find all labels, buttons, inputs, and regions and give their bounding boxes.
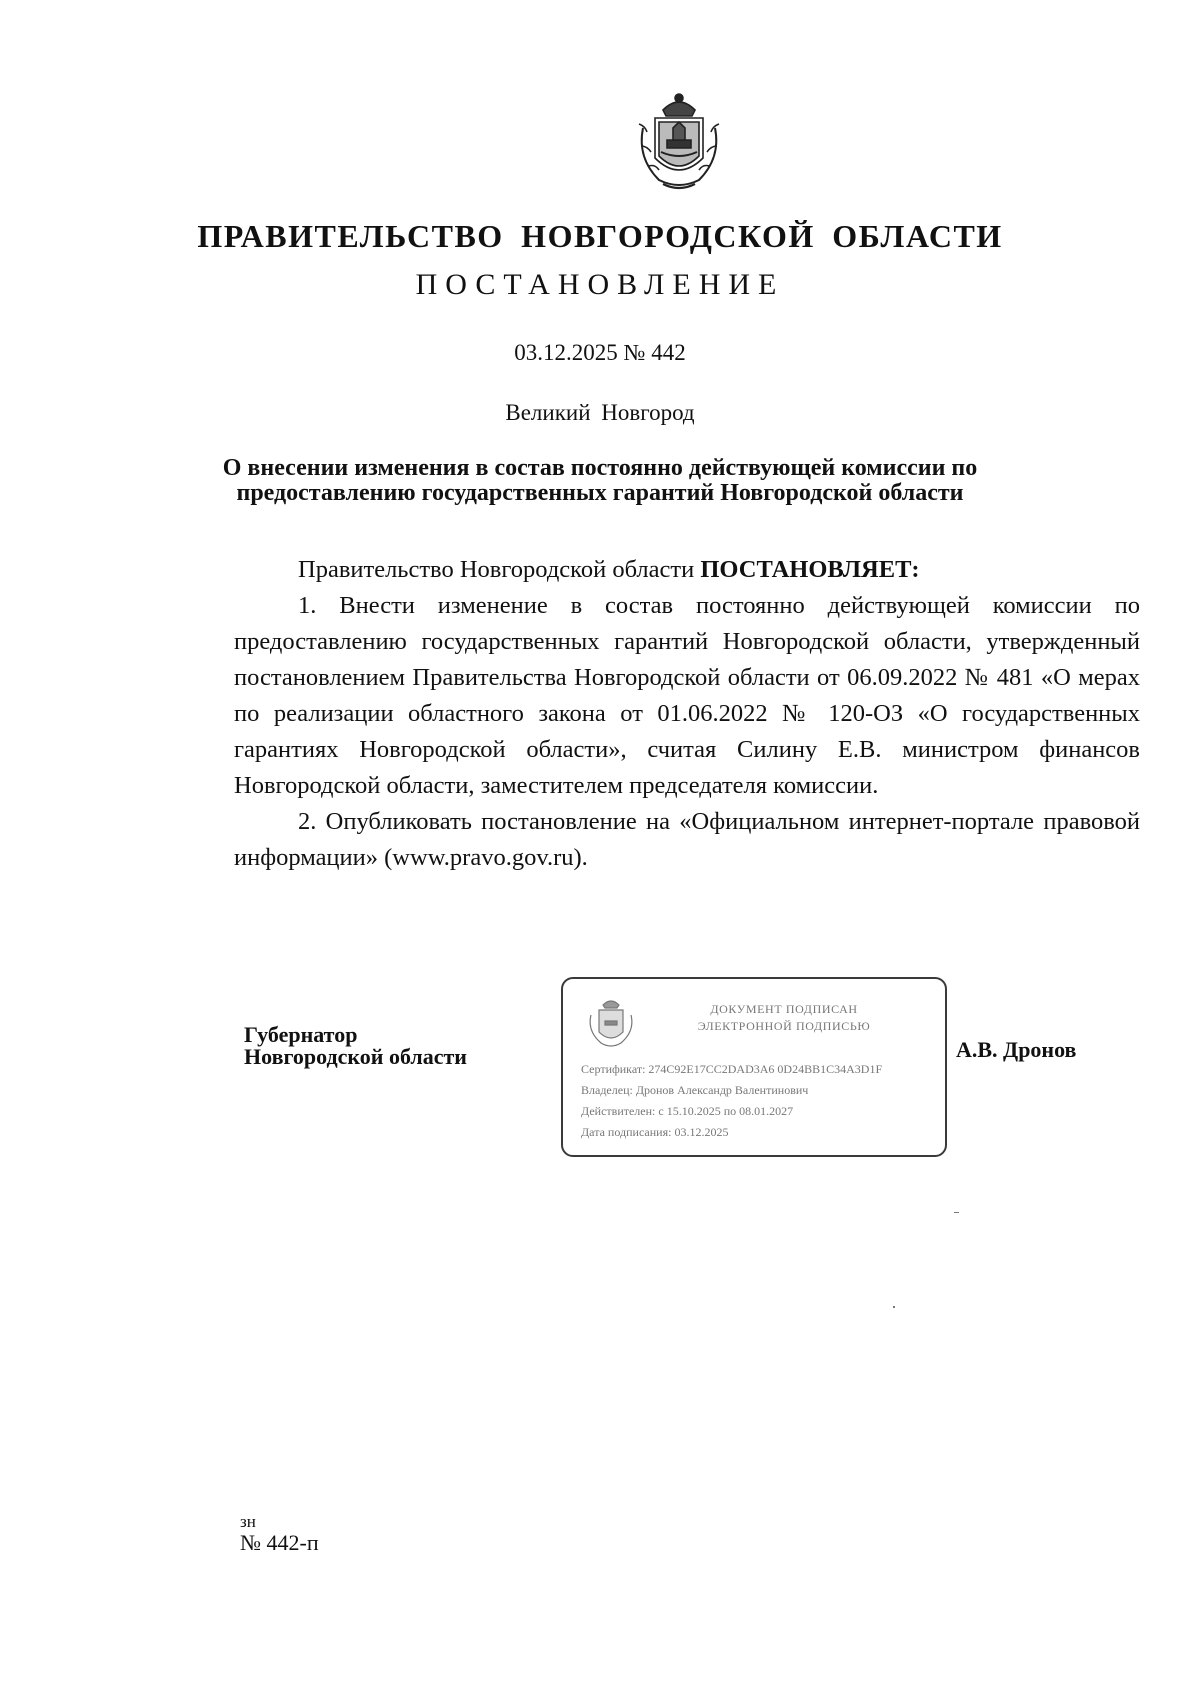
signer-name: А.В. Дронов	[956, 1037, 1077, 1062]
lead-keyword: ПОСТАНОВЛЯЕТ:	[700, 556, 920, 583]
document-body	[234, 552, 1140, 876]
footer-document-number: № 442-п	[240, 1530, 319, 1555]
scan-speck	[954, 1212, 959, 1213]
esign-certificate: Сертификат: 274C92E17CC2DAD3A6 0D24BB1C34A3D1F	[581, 1062, 883, 1076]
subject-line: О внесении изменения в состав постоянно действующей комиссии по	[222, 455, 978, 481]
esign-details	[581, 1059, 941, 1143]
esign-owner: Владелец: Дронов Александр Валентинович	[581, 1083, 809, 1097]
signer-position-line: Губернатор	[244, 1022, 358, 1047]
document-city: Великий Новгород	[505, 400, 695, 425]
esign-header-line: ЭЛЕКТРОННОЙ ПОДПИСЬЮ	[697, 1019, 871, 1033]
document-type: ПОСТАНОВЛЕНИЕ	[415, 268, 785, 301]
footer-code: зн	[240, 1512, 256, 1531]
document-date-number: 03.12.2025 № 442	[514, 340, 686, 365]
resolution-lead	[234, 552, 1140, 588]
novgorod-coat-of-arms-icon	[633, 88, 725, 192]
government-title: ПРАВИТЕЛЬСТВО НОВГОРОДСКОЙ ОБЛАСТИ	[197, 218, 1003, 254]
electronic-signature-stamp	[561, 977, 947, 1157]
esign-validity: Действителен: с 15.10.2025 по 08.01.2027	[581, 1104, 794, 1118]
subject-line: предоставлению государственных гарантий Новгородской области	[236, 480, 964, 506]
scan-speck	[893, 1306, 895, 1308]
resolution-item-2: 2. Опубликовать постановление на «Официальном интернет-портале правовой информации» (www.pravo.gov.ru).	[234, 808, 1140, 871]
esign-signed-date: Дата подписания: 03.12.2025	[581, 1125, 729, 1139]
esign-header	[659, 1001, 909, 1035]
signer-position-line: Новгородской области	[244, 1044, 467, 1069]
esign-header-line: ДОКУМЕНТ ПОДПИСАН	[710, 1002, 858, 1016]
lead-text: Правительство Новгородской области	[298, 556, 701, 583]
resolution-item-1: 1. Внести изменение в состав постоянно действующей комиссии по предоставлению государственных гарантий Новгородской области, утвержденный постановлением Правительства Новгородской области от 06.09.2022 № 481 «О мерах по реализации областного закона от 01.06.2022 № 120-ОЗ «О государственных гарантиях Новгородской области», считая Силину Е.В. министром финансов Новгородской области, заместителем председателя комиссии.	[234, 592, 1140, 799]
novgorod-coat-of-arms-icon	[585, 993, 637, 1051]
signer-position	[244, 1024, 467, 1068]
document-subject	[200, 456, 1000, 506]
